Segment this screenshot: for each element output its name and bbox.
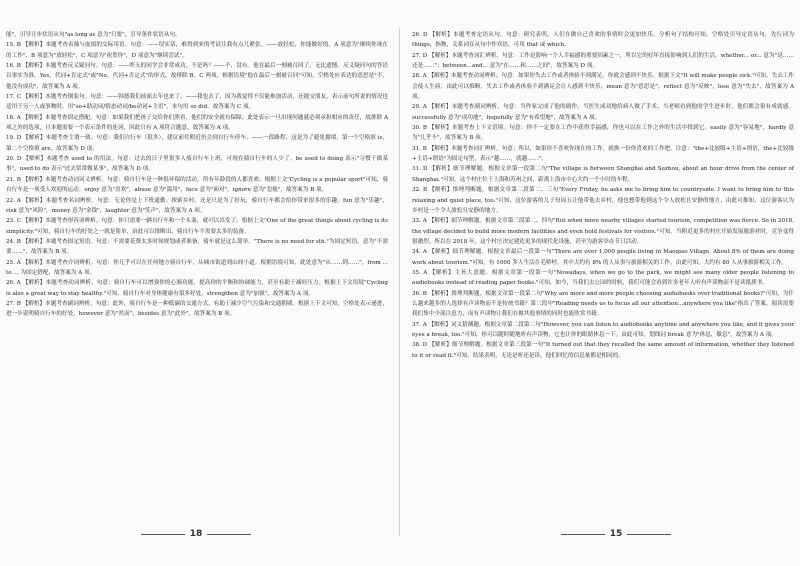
answer-paragraph: 29. A 【解析】本题考查副词辨析。句意：当作家完成了他的剧作，当医生成功地给病人做了手术，当老师看到他的学生进步时，他们都会很有成就感。successfully 意为"成功地"，hopefully 意为"有希望地"，故答案为 A 项。 [412,104,794,121]
answer-paragraph: 32. B 【解析】推理判断题。根据文章第二段第二、三句"Every Friday, he asks me to bring him to countryside. I want to bring him to this relaxing and quiet place, too."可知，这位游客的儿子每周五让他带他去乡村，他也想带他到这个令人放松且安静的地方。由此可推知，这位游客认为乡村是一个令人放松且安静的地方。 [412,187,794,214]
answer-paragraph: 20. D 【解析】本题考查 used to 的用法。句意：过去的日子里很多人骑自行车上班，可现在骑自行车的人少了。be used to doing 表示"习惯于做某事"，used to do 表示"过去常常做某事"，故答案为 D 项。 [6,156,388,173]
answer-paragraph: 34. A 【解析】细节理解题。根据文章最后一段第一句"There are over 1,000 people living in Maoqiao Village. About 8% of them are doing work about tourism."可知，有 1000 多人生活在毛桥村，其中大约有 8% 的人从事与旅游相关的工作。由此可知，大约有 80 人从事旅游相关工作。 [412,249,794,266]
answer-paragraph: 36. B 【解析】推理判断题。根据文章第一段第二句"Why are more and more people choosing audiobooks over traditional books?"可知，为什么越来越多的人选择有声读物而不是传统书籍？第二段中"Reading needs us to focus all our attention...anywhere you like"指出了答案。阅读需要我们集中全部注意力，而有声读物让我们在做其他事情的同时也能欣赏书籍。 [412,290,794,318]
answer-paragraph: 24. B 【解析】本题考查固定短语。句意：不需要花费太多时间规划或者准备，骑车就是这么简单。"There is no need for sth."为固定短语，意为"不需要……"，故答案为 B 项。 [6,238,388,256]
page-number-rule [207,534,251,535]
answer-paragraph: 26. D 【解析】本题考查定语从句。句意：研究表明，人们在做自己喜欢的事情时会更加快乐。分析句子结构可知，空格处引导定语从句，先行词为 things，指物，关系词在从句中作宾语，可用 that 或 which。 [412,32,794,49]
left-page-number-text: 18 [189,529,203,539]
right-column [412,30,794,361]
answer-paragraph: 27. B 【解析】本题考查副词辨析。句意：此外，骑自行车是一种低碳的交通方式，有助于减少空气污染和交通拥堵。根据上下文可知，空格处表示递进，进一步说明骑自行车的好处。however 意为"然而"，besides 意为"此外"，故答案为 B 项。 [6,300,388,318]
answer-paragraph: 35. A 【解析】主旨大意题。根据文章第一段第一句"Nowadays, when we go to the park, we might see many older people listening to audiobooks instead of reading paper books."可知，如今，当我们去公园的时候，我们可能会看到许多老年人听有声读物而不是读纸质书。 [412,269,794,287]
right-page-number [556,529,676,539]
answer-paragraph: 26. A 【解析】本题考查动词辨析。句意：骑自行车可以增强你的心肺功能，提高你的平衡和协调能力，甚至有助于减轻压力。根据上下文语境"Cycling is also a great way to stay healthy."可知，骑自行车对身体健康有很多好处。strengthen 意为"加强"，故答案为 A 项。 [6,280,388,297]
answer-paragraph: 17. C 【解析】本题考查倒装句。句意：——韩德我们前面去年也来了。——我也去了，因为我觉得不仅能参加活动，还能交朋友。表示前句所说的情况也适用于另一人或事物时，用"so+助动词/情态动词/be动词+主语"，本句用 so did。故答案为 C 项。 [6,94,388,111]
right-page-number-text: 15 [609,529,623,539]
answer-paragraph: 25. A 【解析】本题考查介词辨析。句意：你几乎可以在任何地方骑自行车，从城市街道到山间小道。根据语境可知，此处意为"从……到……"，from ... to ... 为固定搭配，故答案为 A 项。 [6,259,388,276]
answer-paragraph: 23. C 【解析】本题考查形容词辨析。句意：你只需要一辆自行车和一个头盔，就可以出发了。根据上文"One of the great things about cycling is its simplicity."可知，骑自行车的好处之一就是简单，由此可以推断出，骑自行车不需要太多的装备。 [6,218,388,235]
answer-paragraph: 19. D 【解析】本题考查主谓一致。句意：我们自行车（很多），建议前往附近仍会到自行车停车。——一段路程，这是为了避免拥堵，第一个空格填 is，第二个空格填 are，故答案为 D 项。 [6,135,388,152]
answer-paragraph: 28. A 【解析】本题考查动词辨析。句意：如果你失去工作或者体验不到满足，你就会感到不快乐。根据下文"It will make people sick."可知，失去工作会使人生病，由此可以推断，失去工作或者体验不到满足会让人感到不快乐。mean 意为"意思是"，reflect 意为"反映"，lose 意为"失去"，故答案为 A 项。 [412,73,794,101]
page-number-rule [627,534,671,535]
answer-paragraph: 27. D 【解析】本题考查词汇辨析。句意：工作是影响一个人幸福感的重要因素之一，所以它的好坏直接影响到人们的生活。whether... or... 意为"是……还是……"；between...and... 意为"在……和……之间"，故答案为 D 项。 [412,52,794,70]
answer-paragraph: 22. A 【解析】本题考查名词辨析。句意：无论你是上下班通勤、探索乡村，还是只是为了好玩，骑自行车都会给你带来很多的乐趣。fun 意为"乐趣"，risk 意为"风险"，money 意为"金钱"，laughter 意为"笑声"，故答案为 A 项。 [6,197,388,214]
answer-paragraph: 33. A 【解析】细节理解题。根据文章第三段第二、四句"But when more nearby villages started tourism, competition was fierce. So in 2018, the village decided to build more modern facilities and even hold festivals for visitors."可知，当附近更多的村庄开始发展旅游业时，竞争变得很激烈。所以在 2018 年，这个村庄决定建造更多的现代化设施，甚至为游客举办节日活动。 [412,218,794,245]
left-column [6,30,388,320]
answer-paragraph: 31. D 【解析】细节理解题。根据文章第一段第二句"The village is between Shanghai and Suzhou, about an hour drive from the center of Shanghai."可知，这个村庄位于上海和苏州之间，距离上海市中心大约一个小时的车程。 [412,166,794,183]
left-page-number [136,529,256,539]
column-divider [399,28,400,536]
answer-paragraph: 16. B 【解析】本题考查反义疑问句。句意：——昨天的同学会非常成功，不是吗？——不，没有。他在最后一刻被召回了，无比遗憾。反义疑问句的答语以事实为准，Yes，代词+肯定式"或"No，代词+否定式"的形式，故排除 B、C 两项。根据语境"他在最后一刻被召回"可知，空格处应表达的意思是"不，他没有成功"，故答案为 A 项。 [6,63,388,90]
answer-paragraph: 15. B 【解析】本题考查表抽与虚拟的交际用语。句意：——误实话，难得到来的考试让我有点儿紧张。——放轻松，你能做好的。A 项意为"继续你现在的工作"，B 项意为"放轻松"，C 项意为"祝贺你"，D 项意为"继续尝试"。 [6,42,388,59]
answer-paragraph: 37. A 【解析】词义猜测题。根据文章第二段第二句"However, you can listen to audiobooks anytime and anywhere you like, and it gives your eyes a break, too."可知，你可以随时随地听有声读物，它也让你的眼睛休息一下。由此可知，划线词 break 意为"休息，歇息"，故答案为 A 项。 [412,321,794,338]
page-number-rule [141,534,185,535]
answer-paragraph: 能"，引导让步状语从句"as long as 意为"只要"，引导条件状语从句。 [6,32,181,38]
answer-paragraph: 18. A 【解析】本题考查固定搭配。句意：如果我们把孩子交给你们照看，他们的安全就有保障。此处表示一旦出现问题就必须承担相应的责任，故排除 A 项之外的选项，且本题需要一个表示条件的连词，因此只有 A 项符合题意，故答案为 A 项。 [6,114,388,132]
answer-paragraph: 38. D 【解析】细节理解题。根据文章第三段第一句"It turned out that they recalled the same amount of information, whether they listened to it or read it."可知，结果表明，无论是听还是读，他们回忆的信息量都是相同的。 [412,342,794,359]
page-number-rule [561,534,605,535]
answer-paragraph: 30. B 【解析】本题考查上下文语境。句意：你不一定要在工作中获得幸福感，你也可以在工作之外的生活中找到它。easily 意为"容易地"，hardly 意为"几乎不"，故答案为 B 项。 [412,125,794,142]
answer-paragraph: 21. B 【解析】本题考查动词词义辨析。句意：骑自行车是一种很环保的活动，所有年龄段的人都喜欢。根据上文"Cycling is a popular sport"可知，骑自行车是一项受人欢迎的运动。enjoy 意为"喜欢"，abuse 意为"滥用"，face 意为"面对"，ignore 意为"忽视"，故答案为 B 项。 [6,176,388,194]
answer-paragraph: 31. B 【解析】本题考查词汇辨析。句意：所以，如果你不喜欢你现在的工作，就换一份你喜欢的工作吧。注意："the+比较级+主语+谓语，the+比较级+主语+谓语"为固定句型，表示"越……，就越……"。 [412,145,794,163]
